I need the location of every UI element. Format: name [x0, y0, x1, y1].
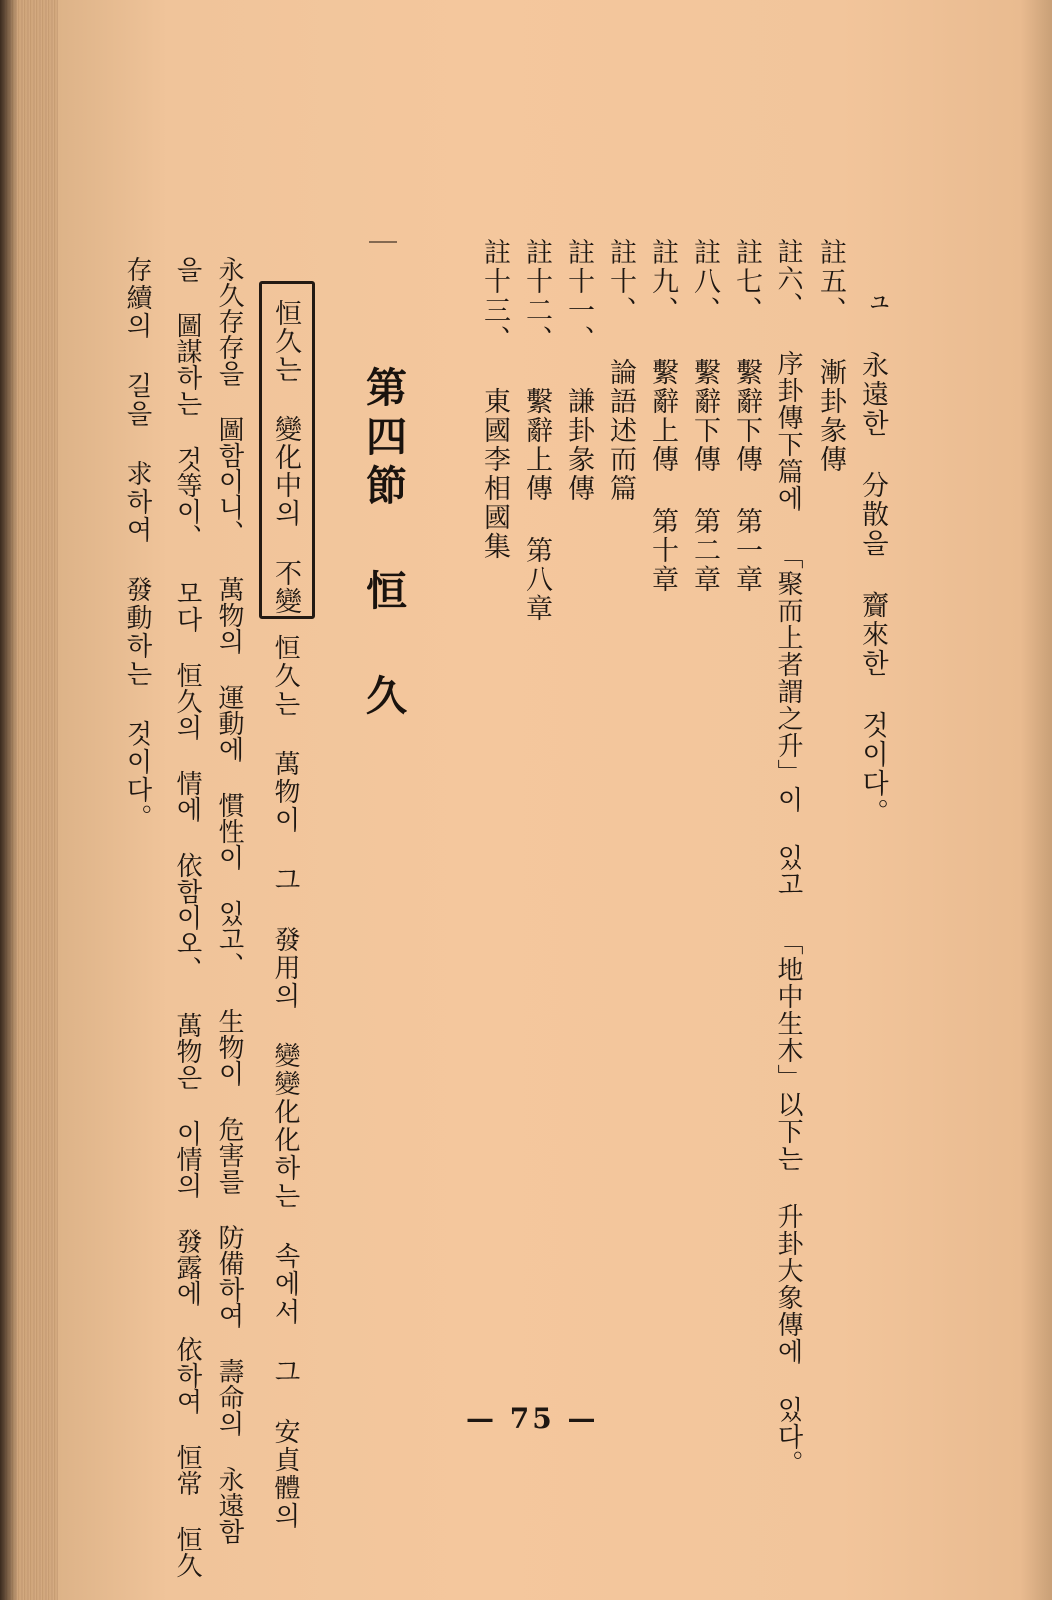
note-7: 註七、 繫辭下傳 第一章 [731, 238, 762, 594]
note-5: 註五、 漸卦彖傳 [815, 238, 846, 474]
page-number: — 75 — [466, 1402, 599, 1435]
note-8: 註八、 繫辭下傳 第二章 [689, 238, 720, 594]
note-6: 註六、 序卦傳下篇에 「聚而上者謂之升」이 있고 「地中生木」以下는 升卦大象傳에 있다。 [773, 238, 803, 1477]
note-9: 註九、 繫辭上傳 第十章 [647, 238, 678, 594]
note-10: 註十、 論語述而篇 [605, 238, 636, 503]
spine-shadow [0, 0, 18, 1600]
note-11: 註十一、 謙卦彖傳 [563, 238, 594, 503]
body-line-1: 恒久는 萬物이 그 發用의 變變化化하는 속에서 그 安貞體의 [270, 634, 300, 1530]
section-heading: 第四節 恒 久 [359, 366, 407, 723]
note-13: 註十三、 東國李相國集 [479, 238, 510, 561]
note-line-continuation: ュ 永遠한 分散을 齎來한 것이다。 [857, 289, 888, 827]
body-line-4: 存續의 길을 求하여 發動하는 것이다。 [122, 256, 152, 832]
subheading-box [259, 281, 315, 619]
section-subheading: 恒久는 變化中의 不變 [270, 299, 301, 615]
note-12: 註十二、 繫辭上傳 第八章 [521, 238, 552, 623]
section-ornament [369, 241, 397, 243]
body-line-3: 을 圖謀하는 것等이、 모다 恒久의 情에 依함이오、 萬物은 이情의 發露에 依하여 恒常 恒久 [172, 256, 202, 1578]
body-line-2: 永久存存을 圖함이니、 萬物의 運動에 慣性이 있고、 生物이 危害를 防備하여 壽命의 永遠함 [214, 256, 244, 1544]
